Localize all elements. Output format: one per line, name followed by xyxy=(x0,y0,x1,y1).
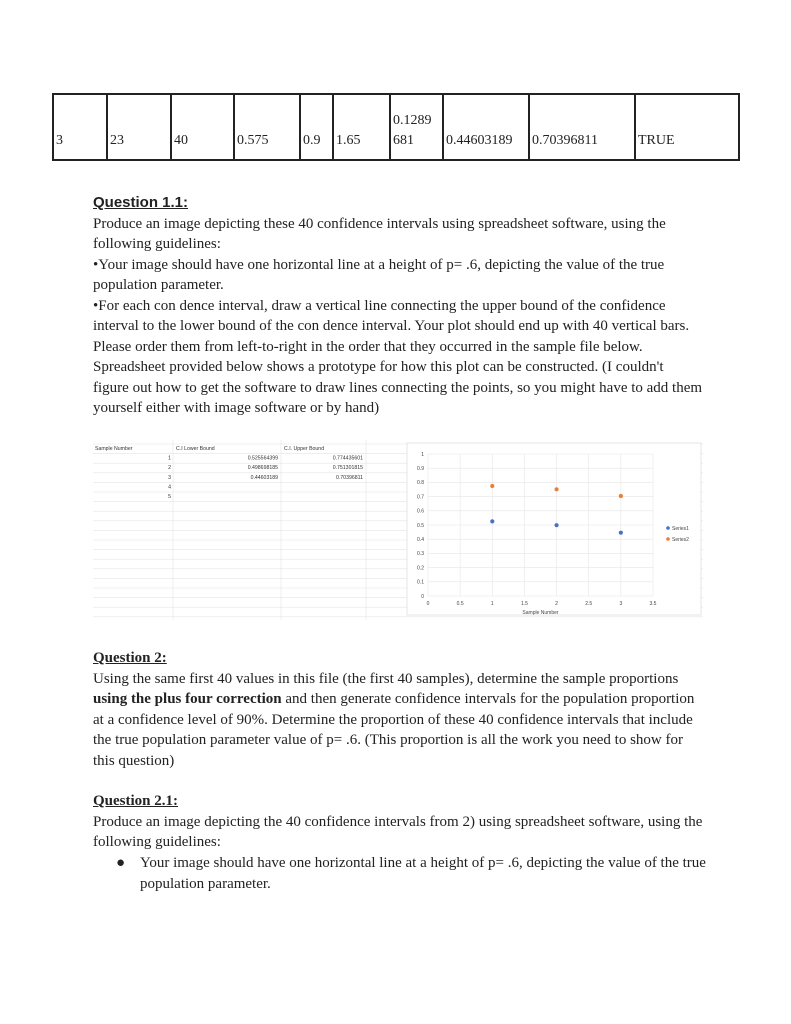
legend-label: Series2 xyxy=(672,536,689,543)
x-axis-label: Sample Number xyxy=(522,610,559,616)
table-row xyxy=(53,94,739,160)
table-cell: 0.9 xyxy=(300,94,333,160)
paragraph: Produce an image depicting the 40 confidence intervals from 2) using spreadsheet software, using the following guidelines: xyxy=(93,813,703,850)
text-run: Using the same first 40 values in this file (the first 40 samples), determine the sample proportions xyxy=(93,670,679,687)
sheet-cell: 0.44603189 xyxy=(250,474,278,481)
y-tick-label: 0.3 xyxy=(417,551,424,558)
sheet-header: C.I. Upper Bound xyxy=(284,446,325,452)
table-cell: 0.44603189 xyxy=(443,94,529,160)
legend-label: Series1 xyxy=(672,525,689,532)
data-point xyxy=(490,519,494,523)
x-tick-label: 1.5 xyxy=(520,601,528,607)
sheet-cell: 3 xyxy=(168,474,171,481)
sheet-cell: 0.774435601 xyxy=(332,455,363,462)
y-tick-label: 0.8 xyxy=(417,480,424,487)
paragraph xyxy=(93,669,703,772)
chart-area xyxy=(407,443,701,615)
bold-text: using the plus four correction xyxy=(93,691,282,707)
paragraph: •Your image should have one horizontal line at a height of p= .6, depicting the value of the true population parameter. xyxy=(93,256,665,293)
table-cell: 3 xyxy=(53,94,107,160)
y-tick-label: 0.9 xyxy=(417,466,424,472)
sheet-header: C.I Lower Bound xyxy=(176,446,215,452)
data-point xyxy=(619,494,623,498)
sheet-cell: 4 xyxy=(168,484,171,491)
sheet-cell: 0.70396811 xyxy=(335,474,363,481)
y-tick-label: 0.2 xyxy=(417,565,424,572)
y-tick-label: 0.1 xyxy=(417,579,424,586)
legend-marker xyxy=(666,526,670,530)
data-point xyxy=(554,487,558,491)
sheet-cell: 1 xyxy=(168,455,171,462)
question-1-1 xyxy=(93,193,703,419)
data-point xyxy=(554,523,558,527)
sheet-cell: 0.751301815 xyxy=(332,465,363,472)
x-tick-label: 2 xyxy=(555,601,558,607)
y-tick-label: 0.7 xyxy=(417,494,424,501)
y-tick-label: 0.6 xyxy=(417,508,424,515)
data-point xyxy=(490,484,494,488)
list-item-text: Your image should have one horizontal line at a height of p= .6, depicting the value of the true population parameter. xyxy=(140,855,706,892)
legend-marker xyxy=(666,537,670,541)
x-tick-label: 3 xyxy=(619,601,623,607)
sheet-cell: 0.525564399 xyxy=(247,455,278,462)
y-tick-label: 0 xyxy=(421,593,424,600)
question-heading: Question 2: xyxy=(93,650,167,666)
question-heading: Question 1.1: xyxy=(93,194,189,211)
text-run: and then generate confidence intervals for the population proportion at a confidence level of 90%. Determine the proportion of these 40 confidence intervals that include the true population parameter value of p= .6. (This proportion is all the work you need to show for this question) xyxy=(93,691,695,769)
spreadsheet-figure xyxy=(93,440,703,620)
table-cell: 0.1289 681 xyxy=(390,94,443,160)
table-cell: 1.65 xyxy=(333,94,390,160)
paragraph: Spreadsheet provided below shows a prototype for how this plot can be constructed. (I couldn't figure out how to get the software to draw lines connecting the points, so you might have to add them yourself either with image software or by hand) xyxy=(93,359,703,416)
table-cell: 40 xyxy=(171,94,234,160)
y-tick-label: 0.4 xyxy=(417,537,424,543)
table-cell: 0.70396811 xyxy=(529,94,635,160)
x-tick-label: 2.5 xyxy=(585,601,593,607)
data-point xyxy=(619,531,623,535)
y-tick-label: 1 xyxy=(421,451,424,458)
y-tick-label: 0.5 xyxy=(417,522,424,529)
sheet-cell: 5 xyxy=(168,494,171,500)
question-2 xyxy=(93,648,703,771)
x-tick-label: 3.5 xyxy=(649,601,657,607)
table-cell: 0.575 xyxy=(234,94,300,160)
bullet-icon: ● xyxy=(116,855,126,871)
results-table-row xyxy=(52,93,740,161)
sheet-header: Sample Number xyxy=(95,446,133,452)
table-cell: 23 xyxy=(107,94,171,160)
sheet-cell: 0.498698185 xyxy=(247,465,278,472)
x-tick-label: 1 xyxy=(490,601,494,607)
list-item xyxy=(116,853,706,894)
question-2-1 xyxy=(93,791,703,853)
sheet-cell: 2 xyxy=(168,465,171,472)
bullet-list xyxy=(116,853,706,894)
scatter-chart xyxy=(407,443,701,616)
x-tick-label: 0 xyxy=(426,601,430,607)
x-tick-label: 0.5 xyxy=(456,601,464,607)
paragraph: Produce an image depicting these 40 confidence intervals using spreadsheet software, using the following guidelines: xyxy=(93,215,666,252)
table-cell: TRUE xyxy=(635,94,739,160)
spreadsheet-screenshot xyxy=(93,440,703,620)
paragraph: •For each con dence interval, draw a vertical line connecting the upper bound of the confidence interval to the lower bound of the con dence interval. Your plot should end up with 40 vertical bars. Please order them from left-to-right in the order that they occurred in the sample file below. xyxy=(93,297,690,355)
question-heading: Question 2.1: xyxy=(93,793,179,809)
